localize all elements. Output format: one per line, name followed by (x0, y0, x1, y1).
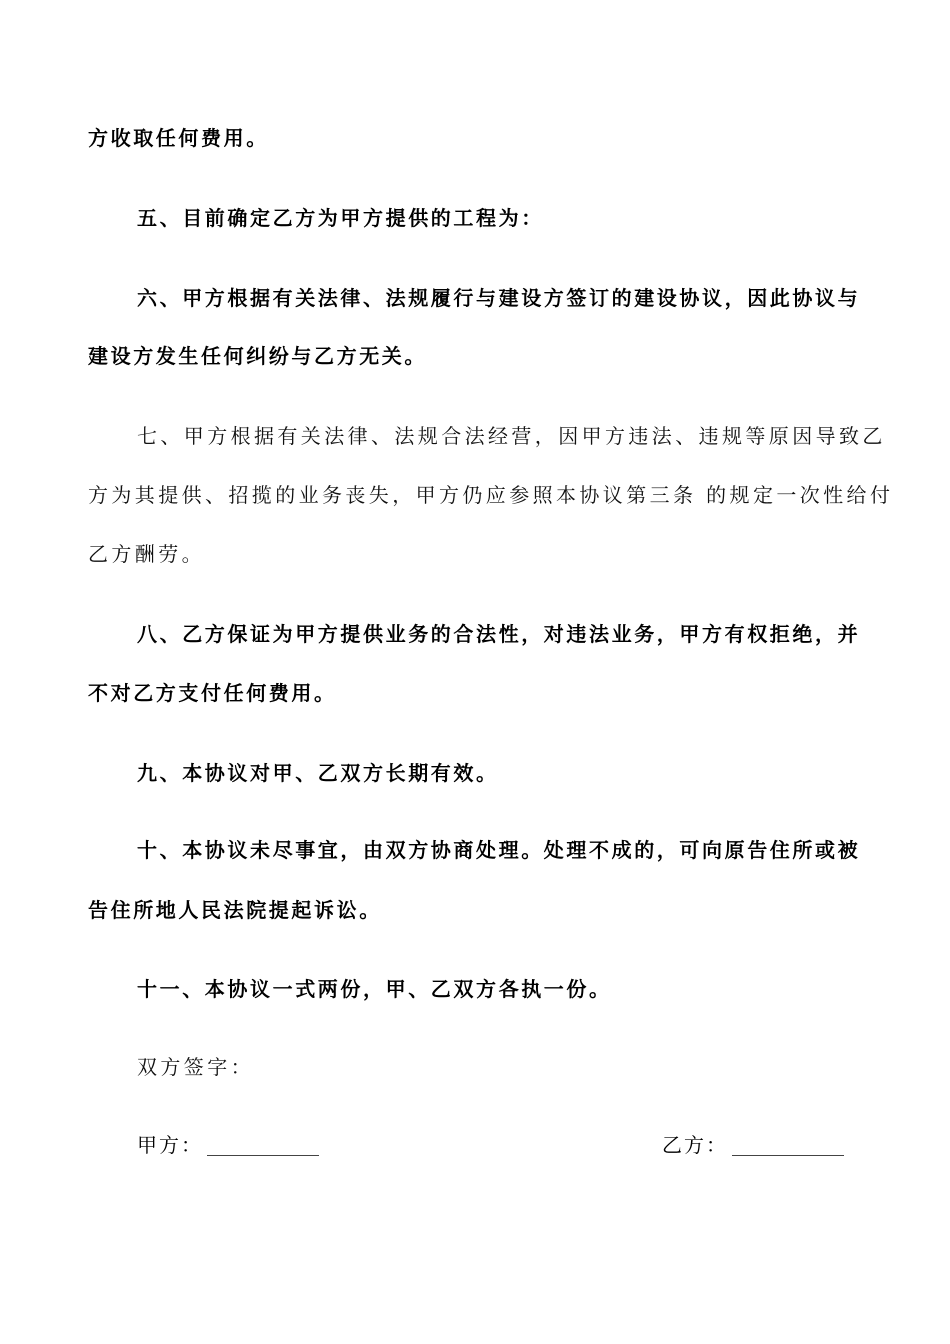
paragraph-line: 七、甲方根据有关法律、法规合法经营，因甲方违法、违规等原因导致乙 (137, 424, 886, 448)
paragraph-line: 十、本协议未尽事宜，由双方协商处理。处理不成的，可向原告住所或被 (137, 838, 861, 862)
paragraph-line: 九、本协议对甲、乙双方长期有效。 (137, 761, 499, 785)
signature-heading: 双方签字： (137, 1055, 254, 1079)
paragraph-line: 不对乙方支付任何费用。 (88, 681, 337, 705)
paragraph-line: 乙方酬劳。 (88, 542, 205, 566)
party-b-label: 乙方： (662, 1133, 728, 1157)
paragraph-line: 方收取任何费用。 (88, 126, 269, 150)
paragraph-line: 告住所地人民法院提起诉讼。 (88, 898, 382, 922)
paragraph-line: 方为其提供、招揽的业务丧失，甲方仍应参照本协议第三条 的规定一次性给付 (88, 483, 894, 507)
party-a-label: 甲方： (137, 1133, 203, 1157)
party-b-signature (662, 1131, 844, 1159)
paragraph-line: 六、甲方根据有关法律、法规履行与建设方签订的建设协议，因此协议与 (137, 286, 861, 310)
party-a-signature (137, 1131, 319, 1159)
paragraph-line: 五、目前确定乙方为甲方提供的工程为： (137, 206, 544, 230)
paragraph-line: 建设方发生任何纠纷与乙方无关。 (88, 344, 427, 368)
paragraph-line: 十一、本协议一式两份，甲、乙双方各执一份。 (137, 977, 612, 1001)
paragraph-line: 八、乙方保证为甲方提供业务的合法性，对违法业务，甲方有权拒绝，并 (137, 622, 861, 646)
party-a-signature-line (207, 1135, 319, 1156)
party-b-signature-line (732, 1135, 844, 1156)
